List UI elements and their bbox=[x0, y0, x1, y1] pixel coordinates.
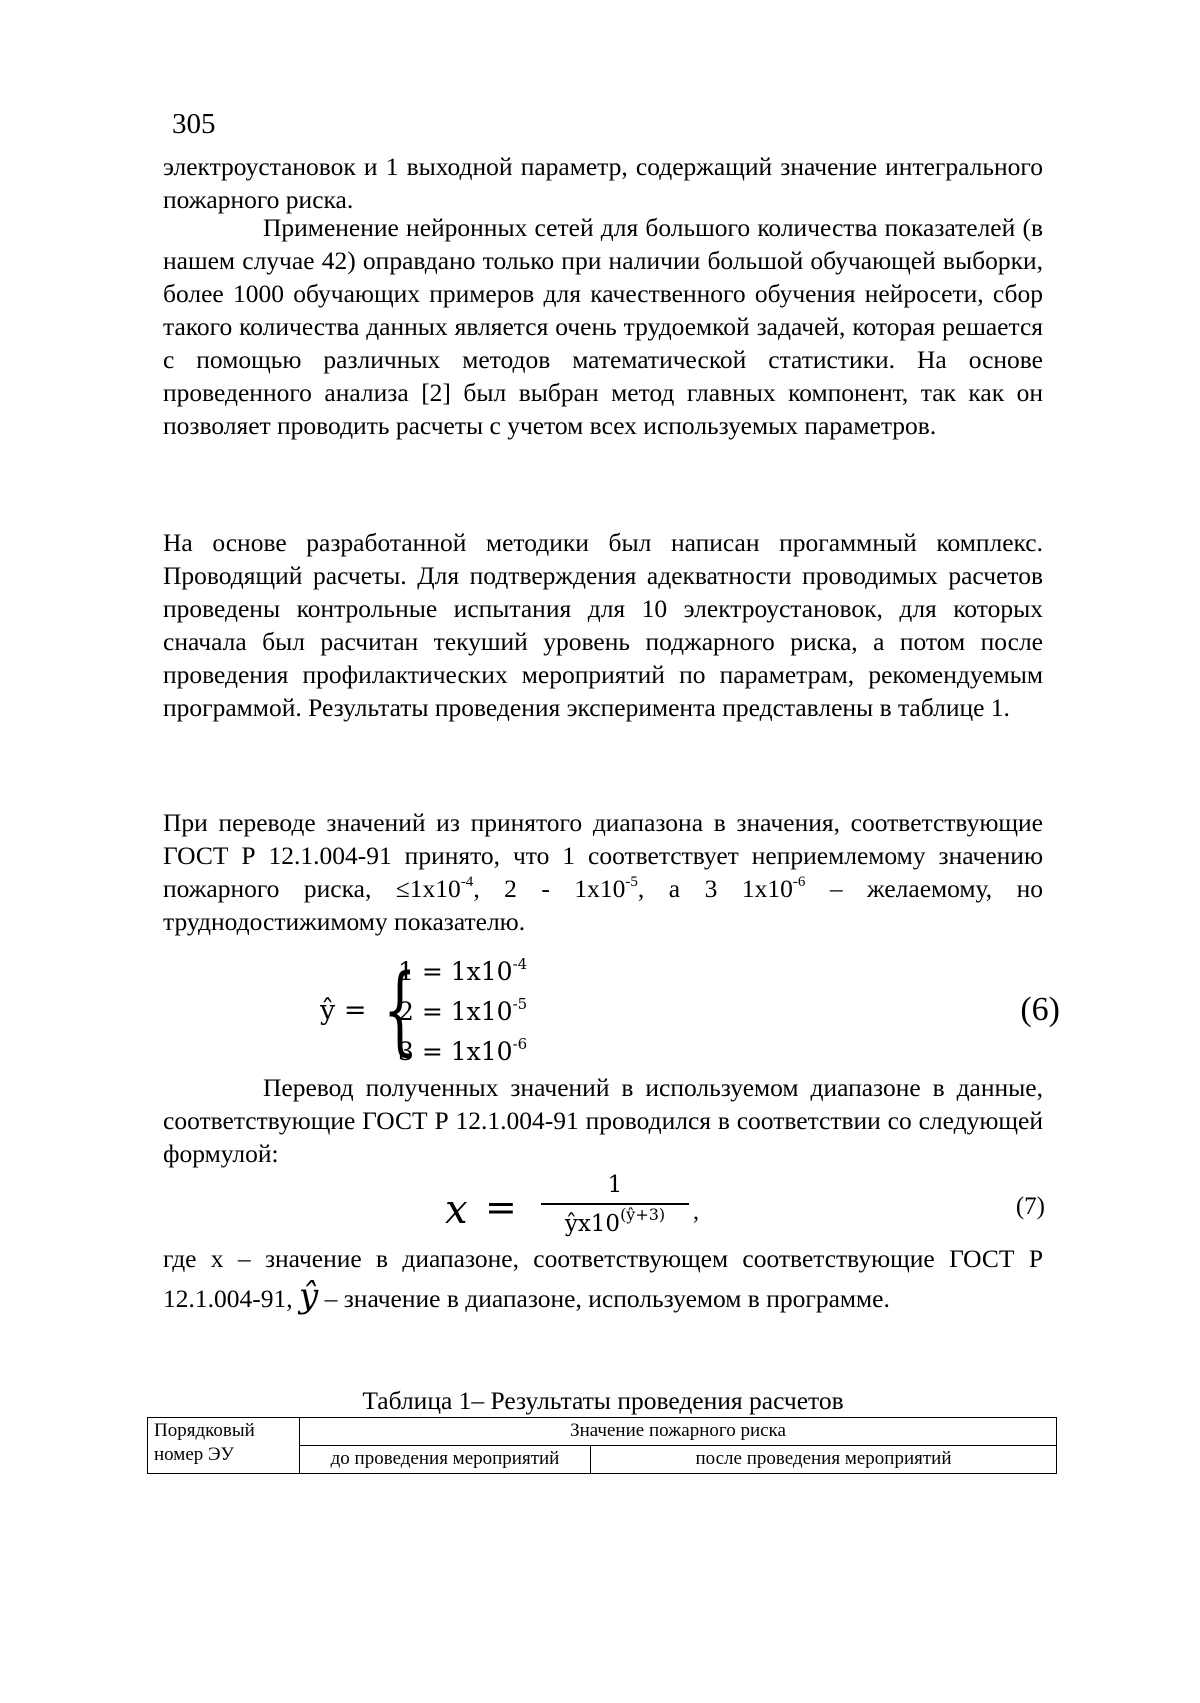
paragraph-2: Применение нейронных сетей для большого количества показателей (в нашем случае 42) оправдано только при наличии большой обучающей выборки, более 1000 обучающих примеров для качественного обучения нейросети, сбор такого количества данных является очень трудоемкой задачей, которая решается с помощью различных методов математической статистики. На основе проведенного анализа [2] был выбран метод главных компонент, так как он позволяет проводить расчеты с учетом всех используемых параметров. bbox=[163, 213, 1043, 440]
header-cell-id: Порядковый номер ЭУ bbox=[148, 1418, 300, 1474]
results-table bbox=[147, 1417, 1057, 1474]
table-caption: Таблица 1– Результаты проведения расчетов bbox=[362, 1386, 844, 1415]
formula-7-equals: = bbox=[485, 1185, 517, 1229]
formula-6-lhs: ŷ = bbox=[320, 995, 367, 1026]
formula-7-fraction bbox=[537, 1169, 693, 1241]
paragraph-3: На основе разработанной методики был написан прогаммный комплекс. Проводящий расчеты. Для подтверждения адекватности проводимых расчетов проведены контрольные испытания для 10 электроустановок, для которых сначала был расчитан текуший уровень поджарного риска, а потом после проведения профилактических мероприятий по параметрам, рекомендуемым программой. Результаты проведения эксперимента представлены в таблице 1. bbox=[163, 528, 1043, 722]
formula-6-case: $1 = 1x10^{-4}$ bbox=[398, 954, 528, 986]
header-cell-before: до проведения мероприятий bbox=[300, 1446, 591, 1474]
fraction-bar bbox=[541, 1203, 689, 1205]
left-brace-icon: { bbox=[383, 954, 417, 1066]
formula-7-lhs: x bbox=[445, 1187, 468, 1233]
formula-7-denominator: $ŷx10^{(ŷ+3)}$ bbox=[564, 1205, 666, 1237]
table-row bbox=[148, 1418, 1057, 1446]
paragraph-4: При переводе значений из принятого диапазона в значения, соответствующие ГОСТ Р 12.1.004-91 принято, что 1 соответствует неприемлемому значению пожарного риска, $\le 1x10^{-4}$, $2 - 1x10^{-5}$, а 3 $1x10^{-6}$ – желаемому, но труднодостижимому показателю. bbox=[163, 808, 1044, 936]
formula-6-case: $3 = 1x10^{-6}$ bbox=[398, 1034, 528, 1066]
equation-number-7: (7) bbox=[1015, 1193, 1045, 1220]
paragraph-1: электроустановок и 1 выходной параметр, содержащий значение интегрального пожарного риска. bbox=[163, 152, 1043, 214]
formula-7-comma: , bbox=[693, 1199, 699, 1225]
equation-number-6: (6) bbox=[1020, 991, 1060, 1028]
formula-6 bbox=[320, 954, 1060, 1073]
yhat-symbol: ŷ bbox=[299, 1276, 319, 1316]
page-number: 305 bbox=[172, 108, 216, 140]
formula-7-numerator: 1 bbox=[607, 1172, 623, 1198]
paragraph-6: где x – значение в диапазоне, соответствующем соответствующие ГОСТ Р 12.1.004-91, ŷ – значение в диапазоне, используемом в программе. bbox=[163, 1244, 1043, 1316]
formula-7 bbox=[445, 1169, 1045, 1247]
paragraph-5: Перевод полученных значений в используемом диапазоне в данные, соответствующие ГОСТ Р 12.1.004-91 проводился в соответствии со следующей формулой: bbox=[163, 1073, 1043, 1168]
formula-6-case: $2 = 1x10^{-5}$ bbox=[398, 994, 528, 1026]
header-cell-after: после проведения мероприятий bbox=[591, 1446, 1057, 1474]
header-cell-risk: Значение пожарного риска bbox=[300, 1418, 1057, 1446]
